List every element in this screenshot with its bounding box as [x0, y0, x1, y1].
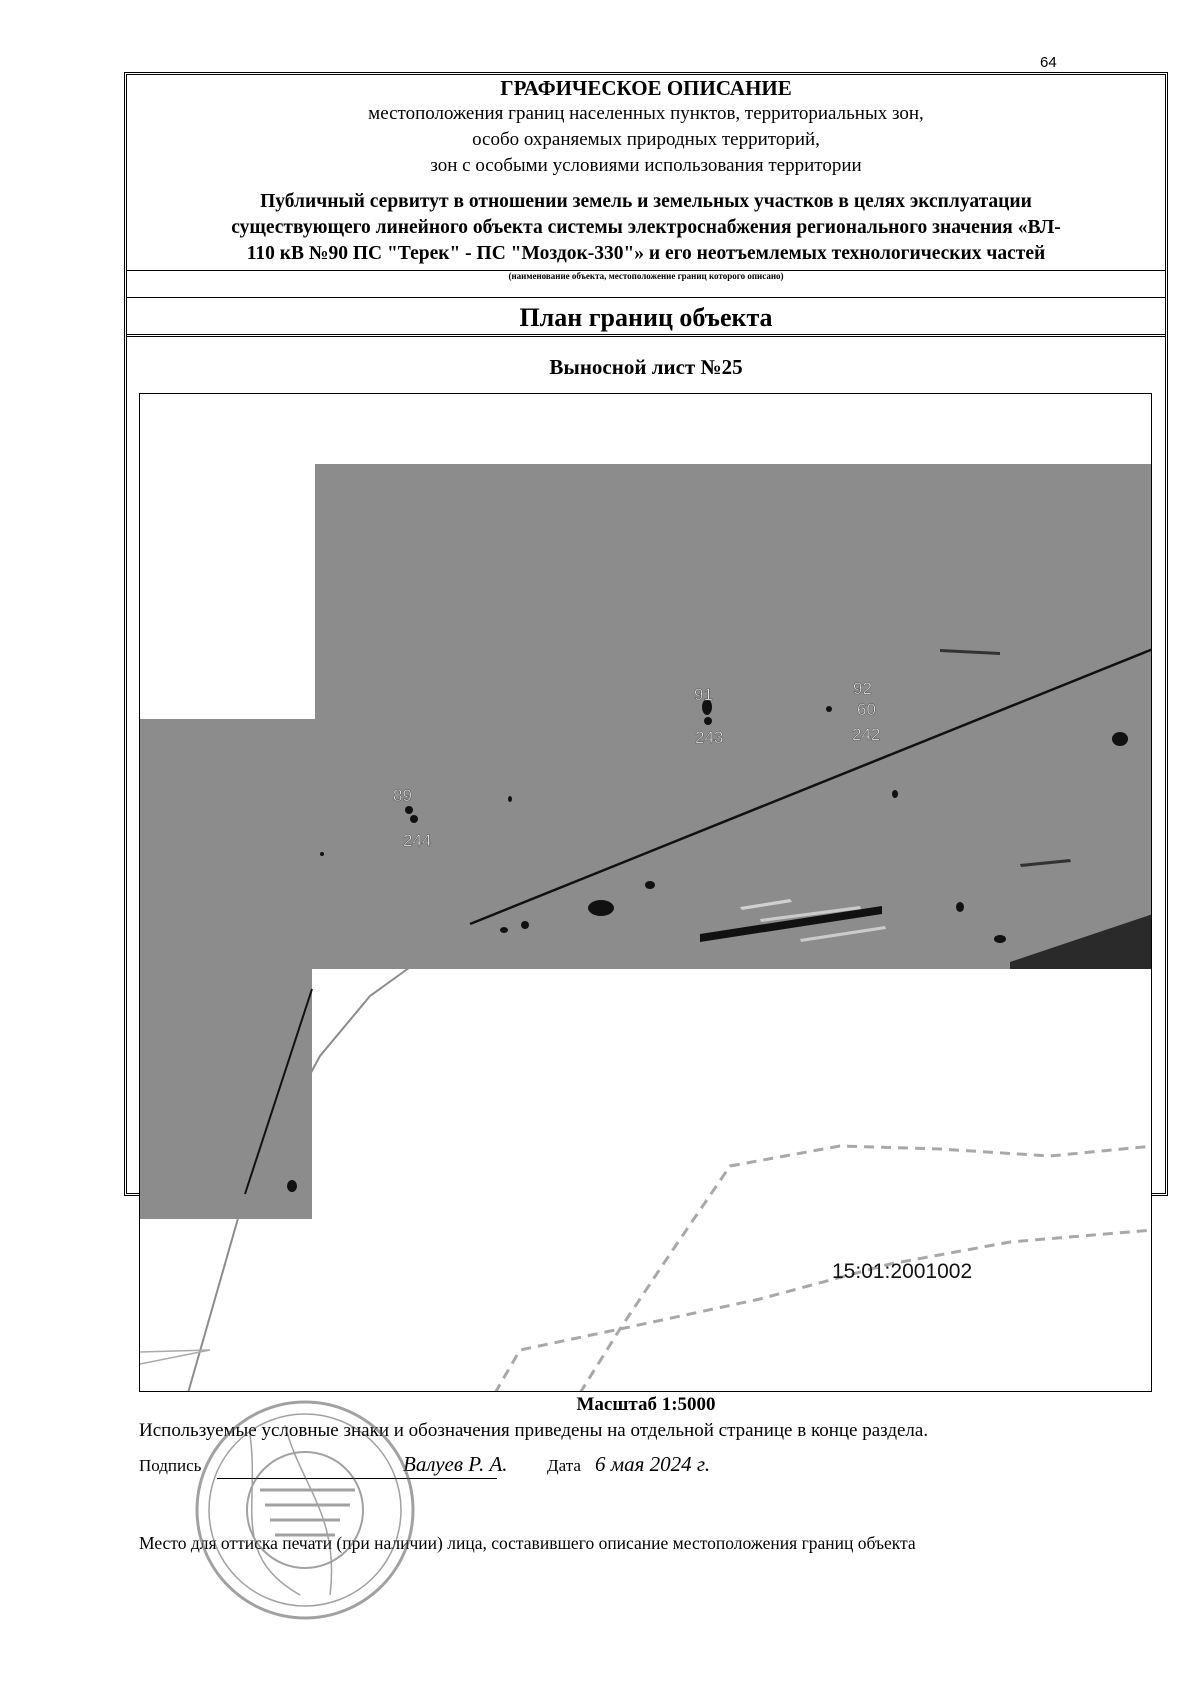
header-block — [126, 74, 1166, 267]
object-name-2: существующего линейного объекта системы электроснабжения регионального значения «ВЛ- — [231, 217, 1061, 238]
scale-label: Масштаб 1:5000 — [576, 1394, 716, 1415]
point-label-91: 91 — [694, 685, 713, 704]
doc-subtitle-3: зон с особыми условиями использования территории — [430, 155, 862, 176]
signature-label: Подпись — [139, 1456, 202, 1475]
map-view[interactable] — [139, 393, 1152, 1392]
map-svg — [140, 394, 1152, 1392]
object-caption: (наименование объекта, местоположение границ которого описано) — [508, 271, 784, 281]
point-label-242: 242 — [852, 725, 881, 744]
road-line — [140, 1350, 210, 1364]
object-name-1: Публичный сервитут в отношении земель и земельных участков в целях эксплуатации — [260, 191, 1032, 212]
point-label-92: 92 — [853, 679, 872, 698]
signature-date: 6 мая 2024 г. — [595, 1452, 711, 1476]
sheet-title: Выносной лист №25 — [549, 355, 743, 379]
point-label-244: 244 — [403, 831, 432, 850]
date-label: Дата — [547, 1456, 581, 1475]
object-name-3: 110 кВ №90 ПС "Терек" - ПС "Моздок-330"» и его неотъемлемых технологических частей — [246, 243, 1046, 264]
seal-stamp-image — [190, 1395, 420, 1625]
parcel-boundary — [495, 1146, 1152, 1392]
doc-subtitle-2: особо охраняемых природных территорий, — [472, 129, 820, 150]
signer-name: Валуев Р. А. — [403, 1452, 508, 1476]
doc-title: ГРАФИЧЕСКОЕ ОПИСАНИЕ — [500, 76, 792, 100]
stamp-note: Место для оттиска печати (при наличии) лица, составившего описание местоположения границ объекта — [139, 1533, 916, 1553]
divider — [126, 297, 1166, 298]
plan-title: План границ объекта — [519, 303, 773, 332]
parcel-number: 15:01:2001002 — [832, 1260, 973, 1283]
divider — [126, 334, 1166, 337]
point-label-89: 89 — [393, 786, 412, 805]
doc-subtitle-1: местоположения границ населенных пунктов, территориальных зон, — [368, 103, 924, 124]
point-label-60: 60 — [857, 700, 876, 719]
point-label-243: 243 — [695, 728, 724, 747]
legend-note: Используемые условные знаки и обозначения приведены на отдельной странице в конце раздела. — [139, 1420, 929, 1441]
zone-fill — [140, 464, 1152, 1219]
page-number: 64 — [1040, 54, 1057, 71]
